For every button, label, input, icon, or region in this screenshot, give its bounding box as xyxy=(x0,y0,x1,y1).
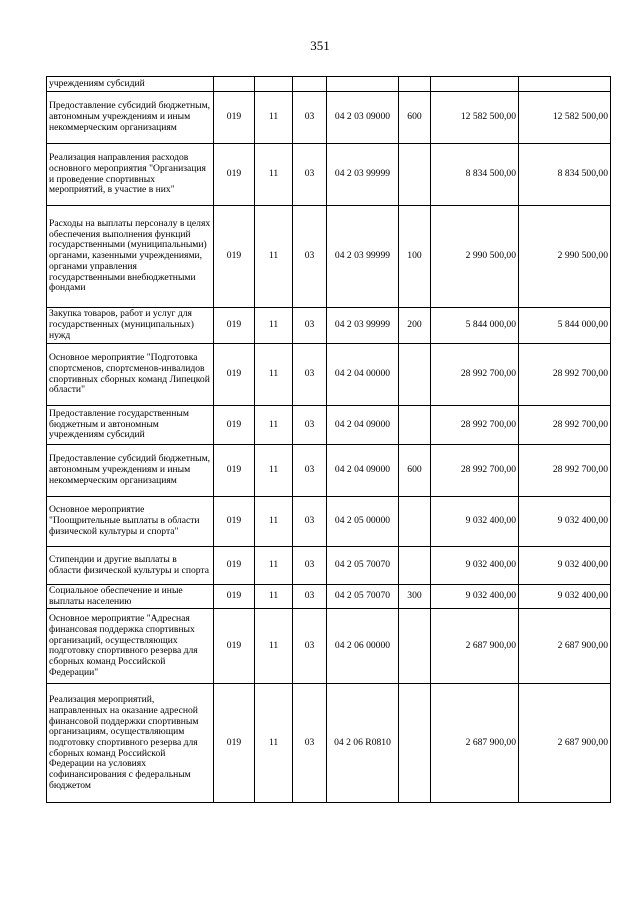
amount-year-1-cell xyxy=(431,445,519,497)
section-code: 11 xyxy=(268,559,279,571)
target-article-code-cell xyxy=(327,445,399,497)
amount-year-1-cell xyxy=(431,77,519,92)
amount-year-1: 9 032 400,00 xyxy=(465,590,516,602)
amount-year-1-cell xyxy=(431,609,519,684)
table-row xyxy=(47,547,611,585)
line-item-name: Расходы на выплаты персоналу в целях обеспечения выполнения функций государственными (муниципальными) органами, казенными учреждениями, органами управления государственными внебюджетными фондами xyxy=(49,218,211,294)
amount-year-2-cell xyxy=(519,308,611,344)
amount-year-1-cell xyxy=(431,206,519,308)
table-row xyxy=(47,344,611,406)
subsection-code: 03 xyxy=(304,590,315,602)
amount-year-1: 28 992 700,00 xyxy=(460,418,516,430)
line-item-name: Социальное обеспечение и иные выплаты населению xyxy=(49,585,183,607)
subsection-code-cell xyxy=(293,308,327,344)
subsection-code-cell xyxy=(293,609,327,684)
section-code: 11 xyxy=(268,464,279,476)
ministry-code: 019 xyxy=(226,559,242,571)
ministry-code: 019 xyxy=(226,111,242,123)
amount-year-1-cell xyxy=(431,585,519,609)
target-article-code: 04 2 04 00000 xyxy=(334,368,391,380)
subsection-code: 03 xyxy=(304,368,315,380)
target-article-code: 04 2 06 00000 xyxy=(334,640,391,652)
line-item-name: Предоставление субсидий бюджетным, автономным учреждениям и иным некоммерческим организациям xyxy=(49,453,211,486)
ministry-code: 019 xyxy=(226,319,242,331)
target-article-code-cell xyxy=(327,406,399,445)
table-row xyxy=(47,206,611,308)
subsection-code: 03 xyxy=(304,640,315,652)
section-code: 11 xyxy=(268,111,279,123)
expense-type-code: 300 xyxy=(407,590,422,602)
amount-year-2: 2 990 500,00 xyxy=(557,250,608,262)
table-row xyxy=(47,308,611,344)
expense-type-code-cell xyxy=(399,585,431,609)
table-row xyxy=(47,585,611,609)
line-item-name: Предоставление субсидий бюджетным, автономным учреждениям и иным некоммерческим организациям xyxy=(49,100,211,133)
target-article-code: 04 2 06 R0810 xyxy=(334,737,391,749)
line-item-name: Реализация мероприятий, направленных на оказание адресной финансовой поддержки спортивным организациям, осуществляющим подготовку спортивного резерва для сборных команд Российской Федерации на условиях софинансирования с федеральным бюджетом xyxy=(49,694,199,791)
section-code: 11 xyxy=(268,418,279,430)
ministry-code: 019 xyxy=(226,590,242,602)
amount-year-2: 28 992 700,00 xyxy=(552,418,608,430)
section-code-cell xyxy=(255,547,293,585)
amount-year-1: 9 032 400,00 xyxy=(465,559,516,571)
subsection-code: 03 xyxy=(304,515,315,527)
target-article-code-cell xyxy=(327,497,399,547)
ministry-code-cell xyxy=(214,144,255,206)
target-article-code: 04 2 03 99999 xyxy=(334,250,391,262)
table-row xyxy=(47,445,611,497)
amount-year-2: 5 844 000,00 xyxy=(557,319,608,331)
ministry-code-cell xyxy=(214,547,255,585)
expense-type-code-cell xyxy=(399,445,431,497)
ministry-code-cell xyxy=(214,585,255,609)
ministry-code: 019 xyxy=(226,250,242,262)
ministry-code-cell xyxy=(214,609,255,684)
expense-type-code: 100 xyxy=(407,250,422,262)
expense-type-code-cell xyxy=(399,406,431,445)
target-article-code-cell xyxy=(327,308,399,344)
line-item-name: Основное мероприятие "Поощрительные выплаты в области физической культуры и спорта" xyxy=(49,504,200,537)
ministry-code: 019 xyxy=(226,640,242,652)
expense-type-code-cell xyxy=(399,144,431,206)
target-article-code-cell xyxy=(327,344,399,406)
amount-year-2-cell xyxy=(519,497,611,547)
section-code-cell xyxy=(255,585,293,609)
section-code: 11 xyxy=(268,168,279,180)
line-item-name-cell xyxy=(47,308,214,344)
subsection-code-cell xyxy=(293,206,327,308)
subsection-code-cell xyxy=(293,344,327,406)
section-code: 11 xyxy=(268,640,279,652)
subsection-code: 03 xyxy=(304,737,315,749)
amount-year-2-cell xyxy=(519,445,611,497)
subsection-code-cell xyxy=(293,684,327,803)
ministry-code: 019 xyxy=(226,368,242,380)
ministry-code-cell xyxy=(214,92,255,144)
section-code: 11 xyxy=(268,250,279,262)
amount-year-1: 8 834 500,00 xyxy=(465,168,516,180)
amount-year-1-cell xyxy=(431,308,519,344)
target-article-code-cell xyxy=(327,585,399,609)
target-article-code: 04 2 05 00000 xyxy=(334,515,391,527)
section-code-cell xyxy=(255,77,293,92)
section-code: 11 xyxy=(268,368,279,380)
section-code-cell xyxy=(255,609,293,684)
amount-year-2-cell xyxy=(519,406,611,445)
line-item-name-cell xyxy=(47,144,214,206)
amount-year-1: 9 032 400,00 xyxy=(465,515,516,527)
line-item-name: Основное мероприятие "Подготовка спортсменов, спортсменов-инвалидов спортивных сборных команд Липецкой области" xyxy=(49,352,210,396)
subsection-code-cell xyxy=(293,144,327,206)
section-code-cell xyxy=(255,406,293,445)
amount-year-1: 12 582 500,00 xyxy=(460,111,516,123)
subsection-code-cell xyxy=(293,585,327,609)
amount-year-1-cell xyxy=(431,144,519,206)
amount-year-2-cell xyxy=(519,344,611,406)
amount-year-2-cell xyxy=(519,206,611,308)
amount-year-2-cell xyxy=(519,77,611,92)
ministry-code-cell xyxy=(214,684,255,803)
subsection-code: 03 xyxy=(304,111,315,123)
subsection-code: 03 xyxy=(304,319,315,331)
amount-year-2: 8 834 500,00 xyxy=(557,168,608,180)
line-item-name: Основное мероприятие "Адресная финансовая поддержка спортивных организаций, осуществляющих подготовку спортивного резерва для сборных команд Российской Федерации" xyxy=(49,613,198,678)
amount-year-2: 9 032 400,00 xyxy=(557,559,608,571)
target-article-code: 04 2 04 09000 xyxy=(334,418,391,430)
ministry-code-cell xyxy=(214,344,255,406)
section-code: 11 xyxy=(268,515,279,527)
target-article-code-cell xyxy=(327,92,399,144)
line-item-name-cell xyxy=(47,406,214,445)
subsection-code-cell xyxy=(293,547,327,585)
table-row xyxy=(47,92,611,144)
table-row xyxy=(47,497,611,547)
line-item-name: Стипендии и другие выплаты в области физической культуры и спорта xyxy=(49,553,209,576)
subsection-code-cell xyxy=(293,77,327,92)
line-item-name: учреждениям субсидий xyxy=(49,77,145,89)
target-article-code: 04 2 03 99999 xyxy=(334,319,391,331)
table-row xyxy=(47,144,611,206)
amount-year-2-cell xyxy=(519,547,611,585)
ministry-code: 019 xyxy=(226,515,242,527)
line-item-name-cell xyxy=(47,684,214,803)
section-code-cell xyxy=(255,206,293,308)
section-code-cell xyxy=(255,92,293,144)
subsection-code-cell xyxy=(293,406,327,445)
expense-type-code: 600 xyxy=(407,111,422,123)
amount-year-2-cell xyxy=(519,609,611,684)
ministry-code-cell xyxy=(214,406,255,445)
line-item-name: Закупка товаров, работ и услуг для государственных (муниципальных) нужд xyxy=(49,308,194,341)
ministry-code-cell xyxy=(214,308,255,344)
ministry-code-cell xyxy=(214,445,255,497)
expense-type-code: 600 xyxy=(407,464,422,476)
expense-type-code-cell xyxy=(399,547,431,585)
expense-type-code-cell xyxy=(399,609,431,684)
amount-year-2: 9 032 400,00 xyxy=(557,515,608,527)
ministry-code: 019 xyxy=(226,464,242,476)
amount-year-2: 2 687 900,00 xyxy=(557,640,608,652)
amount-year-2: 28 992 700,00 xyxy=(552,368,608,380)
ministry-code: 019 xyxy=(226,168,242,180)
line-item-name-cell xyxy=(47,92,214,144)
subsection-code: 03 xyxy=(304,250,315,262)
target-article-code: 04 2 03 99999 xyxy=(334,168,391,180)
amount-year-2-cell xyxy=(519,144,611,206)
table-row xyxy=(47,609,611,684)
expense-type-code-cell xyxy=(399,344,431,406)
amount-year-1: 28 992 700,00 xyxy=(460,464,516,476)
subsection-code: 03 xyxy=(304,168,315,180)
amount-year-1-cell xyxy=(431,547,519,585)
subsection-code: 03 xyxy=(304,418,315,430)
target-article-code-cell xyxy=(327,206,399,308)
expense-type-code-cell xyxy=(399,77,431,92)
subsection-code-cell xyxy=(293,92,327,144)
target-article-code: 04 2 05 70070 xyxy=(334,590,391,602)
target-article-code: 04 2 03 09000 xyxy=(334,111,391,123)
subsection-code: 03 xyxy=(304,464,315,476)
line-item-name-cell xyxy=(47,77,214,92)
section-code-cell xyxy=(255,497,293,547)
table-row xyxy=(47,684,611,803)
line-item-name-cell xyxy=(47,206,214,308)
ministry-code: 019 xyxy=(226,737,242,749)
section-code-cell xyxy=(255,684,293,803)
line-item-name-cell xyxy=(47,585,214,609)
amount-year-2-cell xyxy=(519,585,611,609)
subsection-code: 03 xyxy=(304,559,315,571)
target-article-code-cell xyxy=(327,77,399,92)
line-item-name-cell xyxy=(47,344,214,406)
subsection-code-cell xyxy=(293,497,327,547)
amount-year-2: 28 992 700,00 xyxy=(552,464,608,476)
section-code-cell xyxy=(255,144,293,206)
subsection-code-cell xyxy=(293,445,327,497)
line-item-name-cell xyxy=(47,609,214,684)
line-item-name: Реализация направления расходов основного мероприятия "Организация и проведение спортивных мероприятий, в участие в них" xyxy=(49,152,206,196)
target-article-code: 04 2 04 09000 xyxy=(334,464,391,476)
target-article-code: 04 2 05 70070 xyxy=(334,559,391,571)
expense-type-code: 200 xyxy=(407,319,422,331)
expense-type-code-cell xyxy=(399,308,431,344)
section-code-cell xyxy=(255,445,293,497)
target-article-code-cell xyxy=(327,684,399,803)
amount-year-1-cell xyxy=(431,344,519,406)
line-item-name-cell xyxy=(47,497,214,547)
section-code-cell xyxy=(255,308,293,344)
expense-type-code-cell xyxy=(399,684,431,803)
amount-year-1: 28 992 700,00 xyxy=(460,368,516,380)
amount-year-1: 5 844 000,00 xyxy=(465,319,516,331)
line-item-name: Предоставление государственным бюджетным и автономным учреждениям субсидий xyxy=(49,407,189,441)
amount-year-2-cell xyxy=(519,684,611,803)
section-code: 11 xyxy=(268,737,279,749)
section-code: 11 xyxy=(268,319,279,331)
amount-year-2: 12 582 500,00 xyxy=(552,111,608,123)
amount-year-2: 9 032 400,00 xyxy=(557,590,608,602)
page-number: 351 xyxy=(310,38,330,53)
amount-year-1: 2 687 900,00 xyxy=(465,640,516,652)
expense-type-code-cell xyxy=(399,206,431,308)
amount-year-2: 2 687 900,00 xyxy=(557,737,608,749)
amount-year-1-cell xyxy=(431,92,519,144)
ministry-code: 019 xyxy=(226,418,242,430)
amount-year-1-cell xyxy=(431,406,519,445)
ministry-code-cell xyxy=(214,497,255,547)
amount-year-2-cell xyxy=(519,92,611,144)
target-article-code-cell xyxy=(327,144,399,206)
expense-type-code-cell xyxy=(399,92,431,144)
ministry-code-cell xyxy=(214,206,255,308)
table-body xyxy=(47,77,611,803)
line-item-name-cell xyxy=(47,445,214,497)
amount-year-1: 2 687 900,00 xyxy=(465,737,516,749)
budget-table xyxy=(46,76,611,803)
target-article-code-cell xyxy=(327,547,399,585)
table-row xyxy=(47,77,611,92)
amount-year-1-cell xyxy=(431,684,519,803)
line-item-name-cell xyxy=(47,547,214,585)
ministry-code-cell xyxy=(214,77,255,92)
amount-year-1: 2 990 500,00 xyxy=(465,250,516,262)
table-row xyxy=(47,406,611,445)
section-code: 11 xyxy=(268,590,279,602)
target-article-code-cell xyxy=(327,609,399,684)
section-code-cell xyxy=(255,344,293,406)
amount-year-1-cell xyxy=(431,497,519,547)
expense-type-code-cell xyxy=(399,497,431,547)
